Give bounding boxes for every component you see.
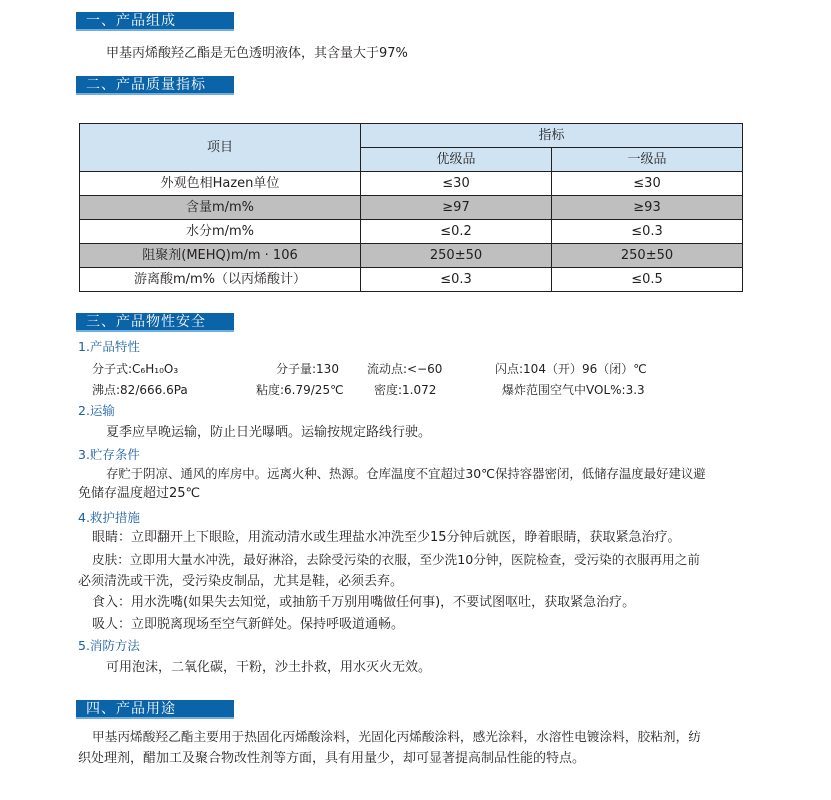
table-row bbox=[80, 196, 743, 220]
fire-text: 可用泡沫，二氧化碳，干粉，沙土扑救，用水灭火无效。 bbox=[106, 660, 432, 675]
fire-title: 5.消防方法 bbox=[78, 638, 140, 653]
prop-viscosity: 粘度:6.79/25℃ bbox=[256, 383, 344, 397]
firstaid-skin-2: 必须清洗或干洗，受污染皮制品，尤其是鞋，必须丢弃。 bbox=[78, 574, 404, 589]
row-item: 外观色相Hazen单位 bbox=[80, 172, 361, 196]
firstaid-inhale: 吸人：立即脱离现场至空气新鲜处。保持呼吸道通畅。 bbox=[92, 617, 405, 632]
header-index: 指标 bbox=[361, 124, 743, 148]
row-premium: ≤0.2 bbox=[361, 220, 552, 244]
prop-pour-point: 流动点:<−60 bbox=[367, 362, 443, 376]
row-premium: ≤0.3 bbox=[361, 268, 552, 292]
prop-explosion: 爆炸范围空气中VOL%:3.3 bbox=[502, 383, 645, 397]
table-row bbox=[80, 244, 743, 268]
prop-mw: 分子量:130 bbox=[276, 362, 339, 376]
row-first: ≤0.3 bbox=[552, 220, 743, 244]
row-item: 阻聚剂(MEHQ)m/m · 106 bbox=[80, 244, 361, 268]
row-item: 游离酸m/m%（以丙烯酸计） bbox=[80, 268, 361, 292]
table-header-row bbox=[80, 124, 743, 148]
firstaid-title: 4.救护措施 bbox=[78, 510, 140, 525]
row-premium: ≥97 bbox=[361, 196, 552, 220]
prop-density: 密度:1.072 bbox=[374, 383, 437, 397]
section-header-composition: 一、产品组成 bbox=[76, 12, 234, 31]
table-row bbox=[80, 268, 743, 292]
prop-flash-point: 闪点:104（开）96（闭）℃ bbox=[495, 362, 647, 376]
section-header-safety: 三、产品物性安全 bbox=[76, 313, 234, 332]
quality-spec-table bbox=[79, 123, 743, 292]
storage-line-2: 免储存温度超过25℃ bbox=[78, 486, 201, 501]
header-premium: 优级品 bbox=[361, 148, 552, 172]
usage-line-2: 织处理剂，醋加工及聚合物改性剂等方面，具有用量少，却可显著提高制品性能的特点。 bbox=[78, 751, 586, 766]
storage-title: 3.贮存条件 bbox=[78, 447, 140, 462]
properties-title: 1.产品特性 bbox=[78, 339, 140, 354]
firstaid-ingest: 食入：用水洗嘴(如果失去知觉，或抽筋千万别用嘴做任何事)，不要试图呕吐，获取紧急治疗。 bbox=[92, 595, 636, 610]
firstaid-eyes: 眼睛：立即翻开上下眼睑，用流动清水或生理盐水冲洗至少15分钟后就医，睁着眼睛，获取紧急治疗。 bbox=[92, 530, 681, 545]
row-first: ≤0.5 bbox=[552, 268, 743, 292]
header-item: 项目 bbox=[80, 124, 361, 172]
firstaid-skin-1: 皮肤：立即用大量水冲洗，最好淋浴，去除受污染的衣服，至少洗10分钟，医院检查，受污染的衣服再用之前 bbox=[92, 552, 700, 567]
transport-text: 夏季应早晚运输，防止日光曝晒。运输按规定路线行驶。 bbox=[106, 425, 432, 440]
table-row bbox=[80, 220, 743, 244]
transport-title: 2.运输 bbox=[78, 403, 115, 418]
table-row bbox=[80, 172, 743, 196]
storage-line-1: 存贮于阴凉、通风的库房中。远离火种、热源。仓库温度不宜超过30℃保持容器密闭，低储存温度最好建议避 bbox=[106, 466, 706, 481]
row-first: ≥93 bbox=[552, 196, 743, 220]
row-premium: ≤30 bbox=[361, 172, 552, 196]
composition-text: 甲基丙烯酸羟乙酯是无色透明液体，其含量大于97% bbox=[106, 46, 408, 61]
prop-formula: 分子式:C₆H₁₀O₃ bbox=[92, 362, 179, 376]
prop-boiling: 沸点:82/666.6Pa bbox=[92, 383, 188, 397]
section-header-usage: 四、产品用途 bbox=[76, 700, 234, 719]
usage-line-1: 甲基丙烯酸羟乙酯主要用于热固化丙烯酸涂料，光固化丙烯酸涂料，感光涂料，水溶性电镀涂料，胶粘剂，纺 bbox=[92, 729, 701, 744]
row-premium: 250±50 bbox=[361, 244, 552, 268]
row-first: 250±50 bbox=[552, 244, 743, 268]
row-first: ≤30 bbox=[552, 172, 743, 196]
header-first: 一级品 bbox=[552, 148, 743, 172]
row-item: 含量m/m% bbox=[80, 196, 361, 220]
row-item: 水分m/m% bbox=[80, 220, 361, 244]
section-header-quality: 二、产品质量指标 bbox=[76, 76, 234, 95]
